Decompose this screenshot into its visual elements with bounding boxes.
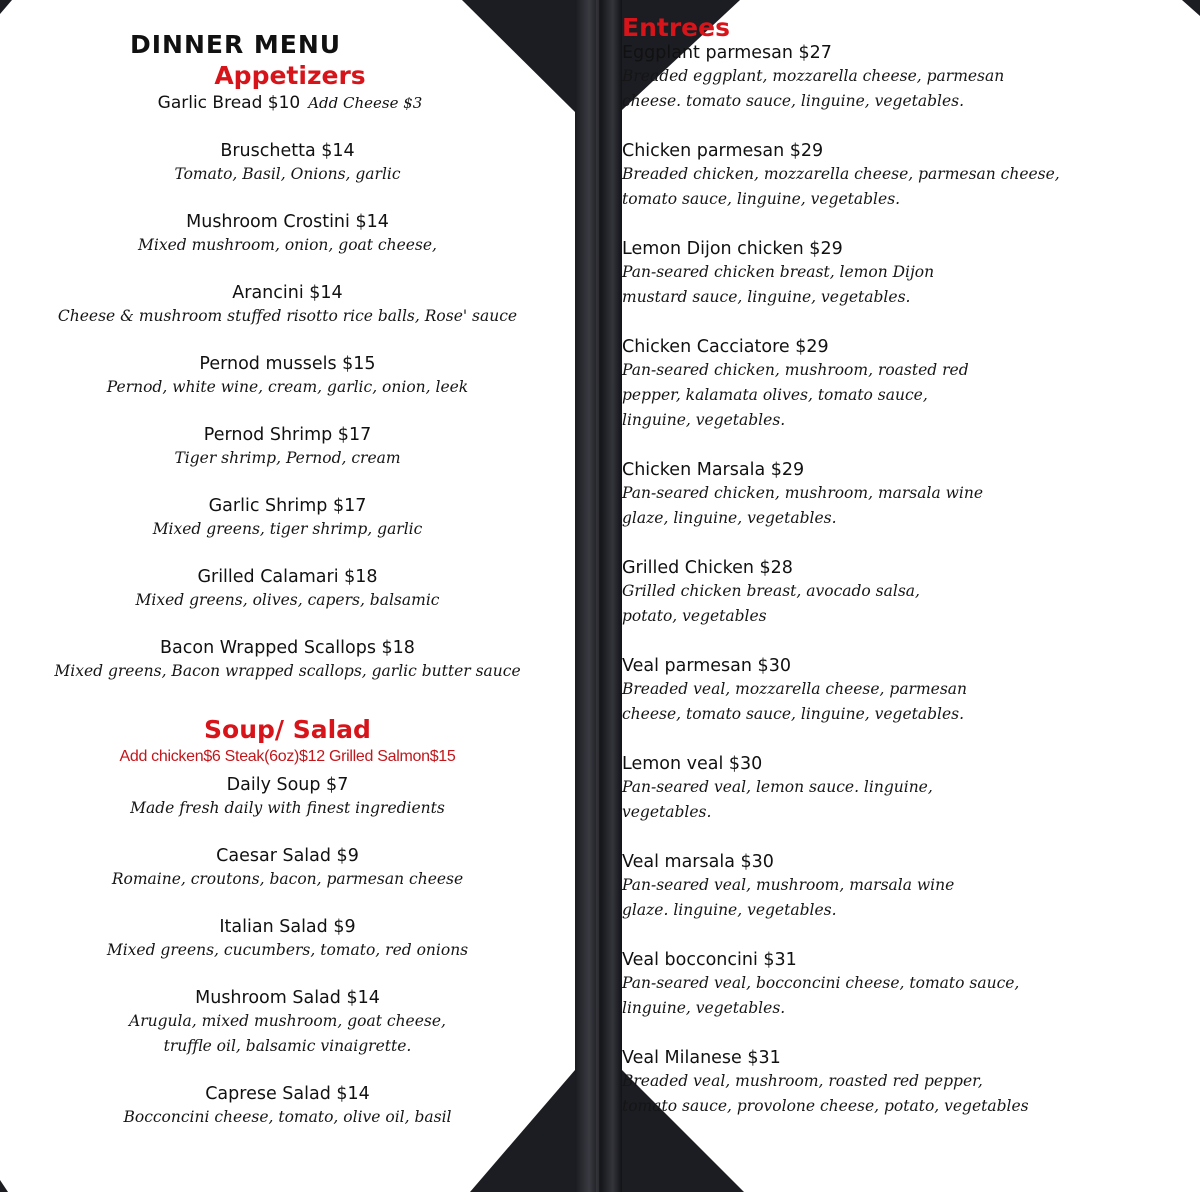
garlic-bread-item: [0, 91, 580, 115]
menu-item: [622, 557, 1200, 629]
item-name: Veal parmesan $30: [622, 656, 791, 676]
menu-item: [0, 353, 575, 400]
item-name: Grilled Calamari $18: [197, 567, 378, 587]
item-description: Pernod, white wine, cream, garlic, onion, leek: [106, 378, 469, 396]
item-description: Tiger shrimp, Pernod, cream: [174, 449, 401, 467]
item-name: Lemon veal $30: [622, 754, 763, 774]
menu-item: [622, 336, 1200, 433]
item-description: linguine, vegetables.: [622, 411, 786, 429]
item-name: Grilled Chicken $28: [622, 558, 793, 578]
menu-item: [0, 424, 575, 471]
appetizers-heading: Appetizers: [214, 61, 366, 90]
menu-item: [622, 851, 1200, 923]
soup-salad-addons: Add chicken$6 Steak(6oz)$12 Grilled Salmon$15: [119, 748, 456, 765]
item-description: Pan-seared chicken breast, lemon Dijon: [622, 263, 935, 281]
entrees-section: [622, 14, 1200, 1119]
item-description: tomato sauce, linguine, vegetables.: [622, 190, 901, 208]
item-name: Pernod mussels $15: [199, 354, 376, 374]
menu-item: [0, 637, 575, 684]
item-description: Pan-seared chicken, mushroom, roasted red: [622, 361, 969, 379]
item-description: glaze, linguine, vegetables.: [622, 509, 837, 527]
item-name: Mushroom Crostini $14: [186, 212, 389, 232]
item-description: Mixed greens, olives, capers, balsamic: [135, 591, 440, 609]
item-name: Caesar Salad $9: [216, 846, 359, 866]
item-name: Chicken parmesan $29: [622, 141, 824, 161]
garlic-bread-extra: Add Cheese $3: [308, 94, 423, 112]
menu-item: [0, 140, 575, 187]
item-description: Bocconcini cheese, tomato, olive oil, basil: [123, 1108, 452, 1126]
item-name: Mushroom Salad $14: [195, 988, 380, 1008]
item-description: Arugula, mixed mushroom, goat cheese,: [129, 1012, 446, 1030]
item-name: Italian Salad $9: [219, 917, 356, 937]
item-name: Lemon Dijon chicken $29: [622, 239, 843, 259]
item-description: Mixed mushroom, onion, goat cheese,: [138, 236, 437, 254]
appetizers-list: [0, 140, 575, 684]
item-description: Mixed greens, tiger shrimp, garlic: [152, 520, 423, 538]
item-name: Veal Milanese $31: [622, 1048, 781, 1068]
item-description: Grilled chicken breast, avocado salsa,: [622, 582, 920, 600]
item-description: mustard sauce, linguine, vegetables.: [622, 288, 911, 306]
item-description: Cheese & mushroom stuffed risotto rice balls, Rose' sauce: [57, 307, 518, 325]
menu-item: [0, 774, 575, 821]
item-description: Pan-seared veal, lemon sauce. linguine,: [622, 778, 933, 796]
item-name: Daily Soup $7: [226, 775, 349, 795]
entrees-heading: Entrees: [622, 13, 730, 42]
item-name: Eggplant parmesan $27: [622, 43, 832, 63]
menu-item: [622, 238, 1200, 310]
menu-item: [622, 459, 1200, 531]
item-description: Mixed greens, cucumbers, tomato, red onions: [106, 941, 469, 959]
menu-item: [622, 949, 1200, 1021]
item-description: Breaded veal, mushroom, roasted red pepper,: [622, 1072, 983, 1090]
menu-item: [0, 566, 575, 613]
item-description: Mixed greens, Bacon wrapped scallops, garlic butter sauce: [54, 662, 521, 680]
item-name: Caprese Salad $14: [205, 1084, 370, 1104]
item-name: Chicken Marsala $29: [622, 460, 805, 480]
menu-item: [622, 42, 1200, 114]
menu-item: [622, 140, 1200, 212]
item-description: Breaded veal, mozzarella cheese, parmesan: [622, 680, 968, 698]
item-description: Pan-seared chicken, mushroom, marsala wine: [622, 484, 983, 502]
item-description: linguine, vegetables.: [622, 999, 786, 1017]
menu-item: [0, 495, 575, 542]
menu-item: [622, 655, 1200, 727]
menu-item: [0, 987, 575, 1059]
item-description: tomato sauce, provolone cheese, potato, vegetables: [622, 1097, 1029, 1115]
soup-salad-section: [0, 716, 575, 1130]
menu-item: [0, 916, 575, 963]
item-name: Bacon Wrapped Scallops $18: [160, 638, 415, 658]
menu-item: [0, 282, 575, 329]
menu-folder-spine: [575, 0, 622, 1192]
item-description: Breaded eggplant, mozzarella cheese, parmesan: [622, 67, 1005, 85]
item-description: Romaine, croutons, bacon, parmesan cheese: [111, 870, 464, 888]
item-name: Veal bocconcini $31: [622, 950, 797, 970]
item-description: vegetables.: [622, 803, 712, 821]
item-description: pepper, kalamata olives, tomato sauce,: [622, 386, 928, 404]
item-description: Tomato, Basil, Onions, garlic: [174, 165, 401, 183]
item-description: truffle oil, balsamic vinaigrette.: [163, 1037, 412, 1055]
item-name: Bruschetta $14: [220, 141, 355, 161]
menu-title: DINNER MENU: [130, 30, 342, 59]
item-name: Pernod Shrimp $17: [203, 425, 372, 445]
item-description: Breaded chicken, mozzarella cheese, parmesan cheese,: [622, 165, 1060, 183]
item-description: cheese, tomato sauce, linguine, vegetables.: [622, 705, 965, 723]
menu-item: [0, 1083, 575, 1130]
item-name: Arancini $14: [232, 283, 343, 303]
item-description: Pan-seared veal, mushroom, marsala wine: [622, 876, 955, 894]
menu-item: [0, 211, 575, 258]
garlic-bread-name: Garlic Bread $10: [157, 93, 301, 113]
item-description: glaze. linguine, vegetables.: [622, 901, 837, 919]
menu-item: [622, 1047, 1200, 1119]
item-name: Chicken Cacciatore $29: [622, 337, 829, 357]
item-description: cheese. tomato sauce, linguine, vegetables.: [622, 92, 965, 110]
item-description: Pan-seared veal, bocconcini cheese, tomato sauce,: [622, 974, 1020, 992]
item-name: Garlic Shrimp $17: [208, 496, 367, 516]
soup-salad-heading: Soup/ Salad: [204, 715, 371, 744]
menu-item: [622, 753, 1200, 825]
item-description: Made fresh daily with finest ingredients: [130, 799, 445, 817]
item-name: Veal marsala $30: [622, 852, 774, 872]
item-description: potato, vegetables: [622, 607, 767, 625]
menu-item: [0, 845, 575, 892]
